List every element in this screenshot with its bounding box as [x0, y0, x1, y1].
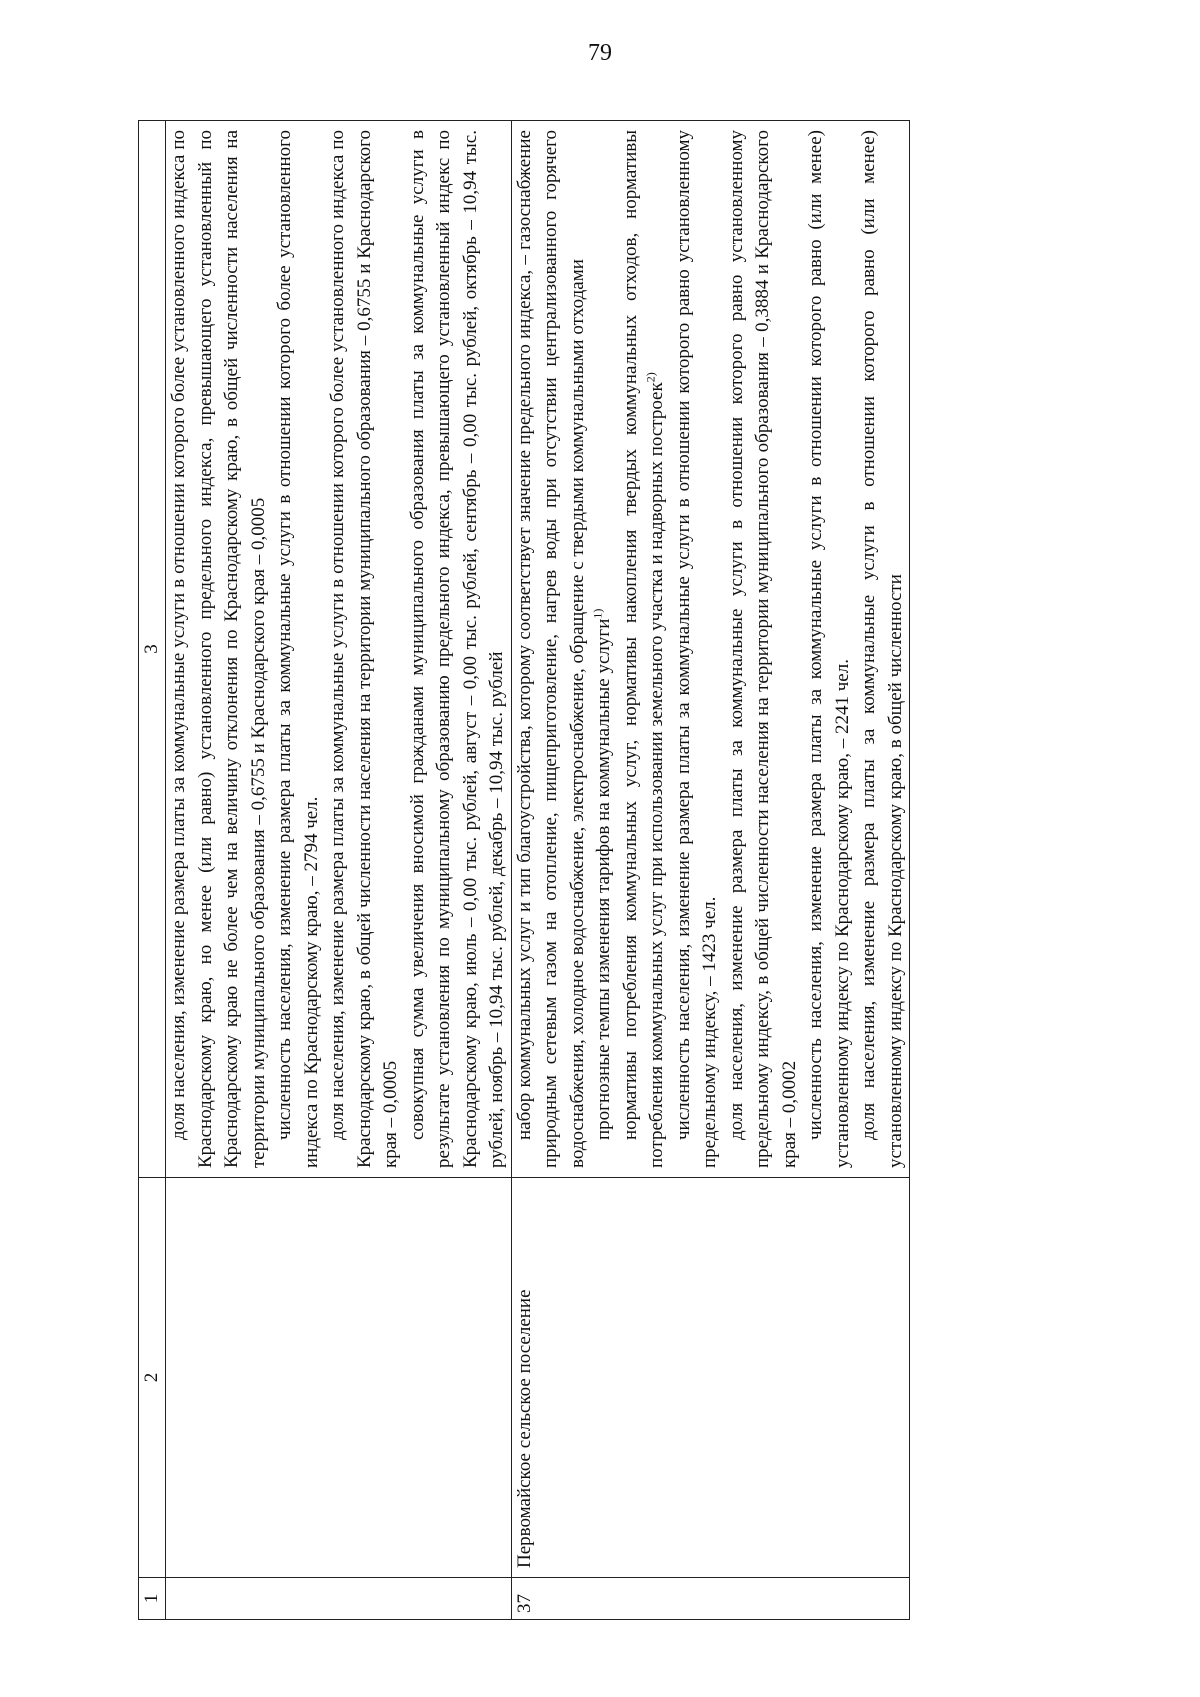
paragraph: доля населения, изменение размера платы за коммунальные услуги в отношении которого более установленного индекса по Краснодарскому краю, в общей численности населения на территории муниципального образования – 0,6755 и Краснодарского края – 0,0005 — [327, 130, 401, 1168]
row-number — [166, 1578, 512, 1620]
paragraph: численность населения, изменение размера платы за коммунальные услуги в отношении которого равно (или менее) установленному индексу по Краснодарскому краю, – 2241 чел. — [805, 130, 853, 1168]
paragraph: доля населения, изменение размера платы за коммунальные услуги в отношении которого равно установленному предельному индексу, в общей численности населения на территории муниципального образования – 0,3884 и Краснодарского края – 0,0002 — [725, 130, 800, 1168]
paragraph: численность населения, изменение размера платы за коммунальные услуги в отношении которого равно установленному предельному индексу, – 1423 чел. — [672, 130, 720, 1168]
description-cell — [511, 121, 910, 1178]
table-row — [511, 121, 910, 1620]
header-cell-2: 2 — [139, 1178, 166, 1578]
rotated-table-container — [138, 120, 1138, 1620]
paragraph: совокупная сумма увеличения вносимой гражданами муниципального образования платы за коммунальные услуги в результате установления по муниципальному образованию предельного индекса, превышающего установленный индекс по Краснодарскому краю, июль – 0,00 тыс. рублей, август – 0,00 тыс. рублей, сентябрь – 0,00 тыс. рублей, октябрь – 10,94 тыс. рублей, ноябрь – 10,94 тыс. рублей, декабрь – 10,94 тыс. рублей — [406, 130, 507, 1168]
settlement-name — [166, 1178, 512, 1578]
header-cell-3: 3 — [139, 121, 166, 1178]
paragraph: нормативы потребления коммунальных услуг, нормативы накопления твердых коммунальных отходов, нормативы потребления коммунальных услуг при использовании земельного участка и надворных построек$^{2)}$ — [619, 130, 667, 1168]
paragraph: прогнозные темпы изменения тарифов на коммунальные услуги$^{1)}$ — [590, 608, 614, 1140]
paragraph: набор коммунальных услуг и тип благоустройства, которому соответствует значение предельного индекса, – газоснабжение природным сетевым газом на отопление, пищеприготовление, нагрев воды при отсутствии централизованного горячего водоснабжения, холодное водоснабжение, электроснабжение, обращение с твердыми коммунальными отходами — [513, 130, 588, 1168]
header-cell-1: 1 — [139, 1578, 166, 1620]
page-number: 79 — [588, 40, 612, 66]
data-table — [138, 120, 910, 1620]
row-number: 37 — [511, 1578, 910, 1620]
paragraph: доля населения, изменение размера платы за коммунальные услуги в отношении которого более установленного индекса по Краснодарскому краю, но менее (или равно) установленного предельного индекса, превышающего установленный по Краснодарскому краю не более чем на величину отклонения по Краснодарскому краю, в общей численности населения на территории муниципального образования – 0,6755 и Краснодарского края – 0,0005 — [168, 130, 269, 1168]
paragraph: доля населения, изменение размера платы за коммунальные услуги в отношении которого равно (или менее) установленному индексу по Краснодарскому краю, в общей численности — [858, 130, 906, 1168]
table-header-row — [139, 121, 166, 1620]
settlement-name: Первомайское сельское поселение — [511, 1178, 910, 1578]
table-row — [166, 121, 512, 1620]
description-cell — [166, 121, 512, 1178]
paragraph: численность населения, изменение размера платы за коммунальные услуги в отношении которого более установленного индекса по Краснодарскому краю, – 2794 чел. — [274, 130, 322, 1168]
